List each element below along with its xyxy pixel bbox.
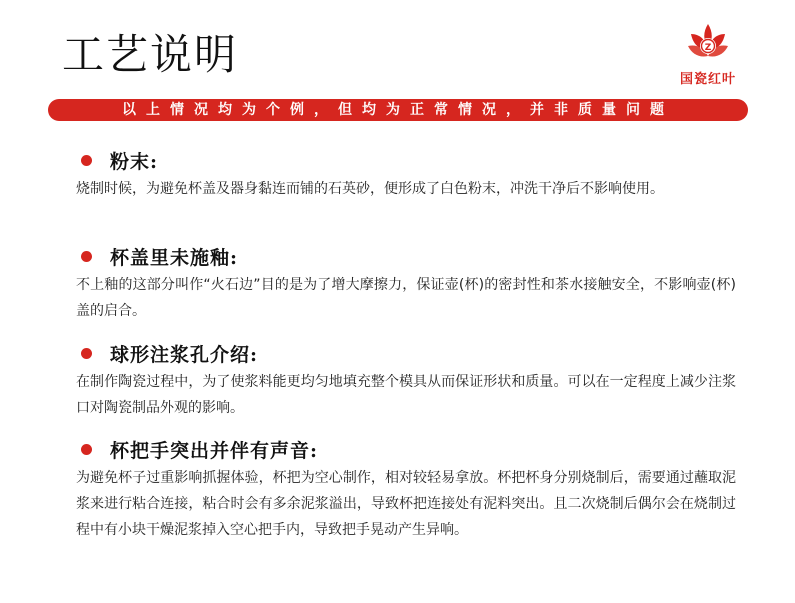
notice-banner: 以上情况均为个例，但均为正常情况，并非质量问题	[48, 99, 748, 121]
bullet-dot-icon	[81, 444, 92, 455]
section-powder	[76, 146, 736, 202]
section-body: 为避免杯子过重影响抓握体验，杯把为空心制作，相对较轻易拿放。杯把杯身分别烧制后，需要通过蘸取泥浆来进行粘合连接，粘合时会有多余泥浆溢出，导致杯把连接处有泥料突出。且二次烧制后偶尔会在烧制过程中有小块干燥泥浆掉入空心把手内，导致把手晃动产生异响。	[76, 470, 736, 538]
bullet-dot-icon	[81, 155, 92, 166]
section-handle-sound	[76, 435, 736, 543]
bullet-dot-icon	[81, 251, 92, 262]
logo-mark: Z	[704, 43, 712, 53]
bullet-dot-icon	[81, 348, 92, 359]
section-title: 杯盖里未施釉:	[110, 246, 239, 269]
brand-name: 国瓷红叶	[679, 72, 736, 87]
section-title: 球形注浆孔介绍:	[110, 343, 259, 366]
section-title: 粉末:	[110, 150, 159, 173]
brand-logo	[672, 20, 744, 92]
section-grouting-hole	[76, 339, 736, 421]
section-body: 不上釉的这部分叫作“火石边”目的是为了增大摩擦力，保证壶(杯)的密封性和茶水接触安全，不影响壶(杯)盖的启合。	[76, 277, 736, 319]
lotus-logo-icon	[685, 20, 731, 66]
page-title: 工艺说明	[62, 30, 239, 79]
section-body: 在制作陶瓷过程中，为了使浆料能更均匀地填充整个模具从而保证形状和质量。可以在一定程度上减少注浆口对陶瓷制品外观的影响。	[76, 374, 736, 416]
section-title: 杯把手突出并伴有声音:	[110, 439, 319, 462]
section-body: 烧制时候，为避免杯盖及器身黏连而铺的石英砂，便形成了白色粉末，冲洗干净后不影响使用。	[76, 181, 664, 197]
section-unglazed-lid	[76, 242, 736, 324]
